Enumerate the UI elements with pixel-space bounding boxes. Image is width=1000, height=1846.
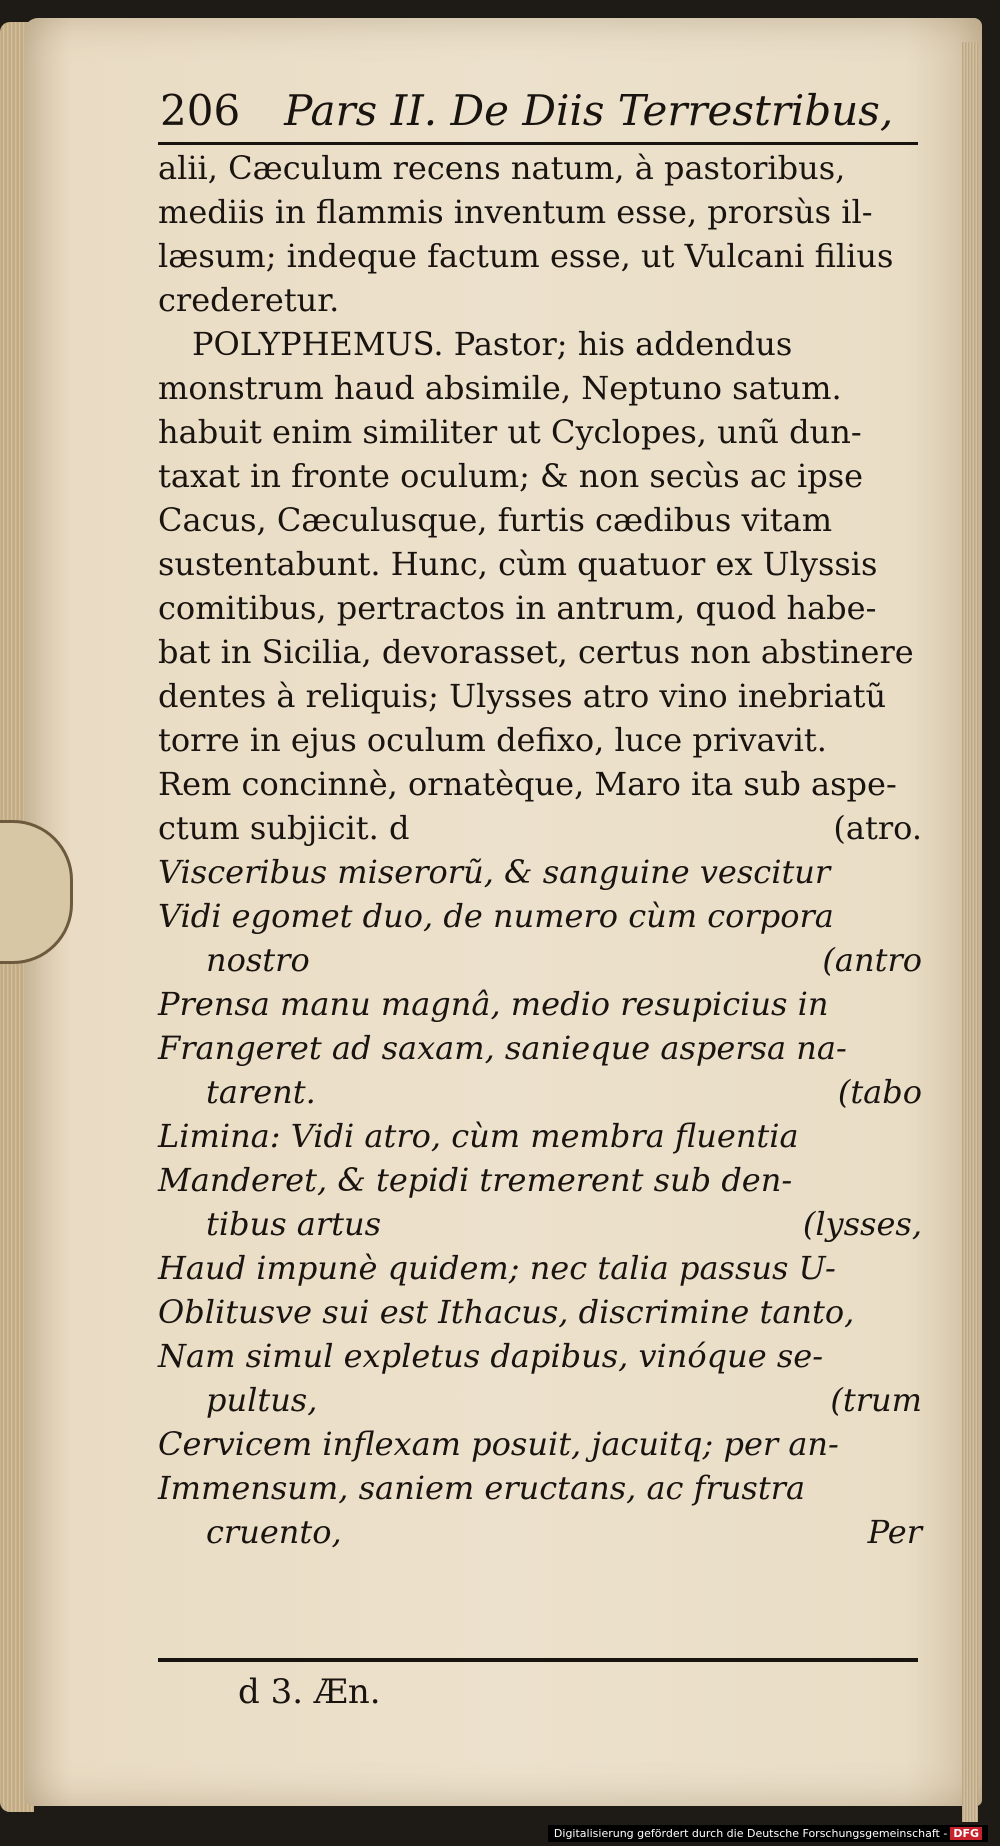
- text-line: [158, 498, 928, 542]
- page-number: 206: [160, 86, 241, 135]
- text-line: [158, 454, 928, 498]
- text-line: [158, 982, 928, 1026]
- line-text: læsum; indeque factum esse, ut Vulcani filius: [158, 237, 894, 275]
- text-line: [158, 586, 928, 630]
- line-text: POLYPHEMUS. Pastor; his addendus: [192, 325, 793, 363]
- line-text: monstrum haud absimile, Neptuno satum.: [158, 369, 842, 407]
- line-text: Immensum, saniem eructans, ac frustra: [158, 1469, 806, 1507]
- text-line: [158, 410, 928, 454]
- text-line: [158, 1290, 928, 1334]
- digitization-notice: [548, 1825, 988, 1842]
- text-line: [158, 278, 928, 322]
- line-text: mediis in flammis inventum esse, prorsùs il-: [158, 193, 873, 231]
- text-line: [158, 1070, 928, 1114]
- text-line: [158, 1026, 928, 1070]
- text-line: [158, 762, 928, 806]
- text-line: [158, 938, 928, 982]
- line-text: pultus,: [206, 1381, 318, 1419]
- line-text: Visceribus miserorũ, & sanguine vescitur: [158, 853, 831, 891]
- line-text: Nam simul expletus dapibus, vinóque se-: [158, 1337, 824, 1375]
- dfg-logo: DFG: [950, 1827, 982, 1840]
- line-text: Oblitusve sui est Ithacus, discrimine tanto,: [158, 1293, 855, 1331]
- text-line: [158, 894, 928, 938]
- line-catchword: (atro.: [833, 809, 922, 847]
- running-title: Pars II. De Diis Terrestribus,: [284, 86, 894, 135]
- line-catchword: (tabo: [837, 1073, 922, 1111]
- text-line: [158, 366, 928, 410]
- text-line: [158, 1422, 928, 1466]
- line-text: Cervicem inflexam posuit, jacuitq; per an-: [158, 1425, 839, 1463]
- line-text: dentes à reliquis; Ulysses atro vino inebriatũ: [158, 677, 887, 715]
- text-line: [158, 146, 928, 190]
- line-catchword: Per: [867, 1513, 922, 1551]
- text-line: [158, 1334, 928, 1378]
- header-rule: [158, 142, 918, 145]
- text-line: [158, 1378, 928, 1422]
- line-text: comitibus, pertractos in antrum, quod habe-: [158, 589, 877, 627]
- line-text: Cacus, Cæculusque, furtis cædibus vitam: [158, 501, 833, 539]
- body-text: [158, 146, 928, 1554]
- text-line: [158, 806, 928, 850]
- text-line: [158, 1246, 928, 1290]
- text-line: [158, 1202, 928, 1246]
- line-text: Haud impunè quidem; nec talia passus U-: [158, 1249, 836, 1287]
- line-text: Manderet, & tepidi tremerent sub den-: [158, 1161, 793, 1199]
- line-text: nostro: [206, 941, 310, 979]
- text-line: [158, 850, 928, 894]
- line-text: Rem concinnè, ornatèque, Maro ita sub aspe-: [158, 765, 897, 803]
- line-catchword: (antro: [822, 941, 922, 979]
- text-line: [158, 674, 928, 718]
- text-line: [158, 1158, 928, 1202]
- page-edge-right: [962, 42, 978, 1822]
- running-head: [160, 86, 920, 135]
- line-catchword: (lysses,: [802, 1205, 922, 1243]
- text-line: [158, 1114, 928, 1158]
- line-text: crederetur.: [158, 281, 340, 319]
- line-text: Frangeret ad saxam, sanieque aspersa na-: [158, 1029, 847, 1067]
- text-line: [158, 190, 928, 234]
- line-text: Prensa manu magnâ, medio resupicius in: [158, 985, 829, 1023]
- text-line: [158, 542, 928, 586]
- digitization-text: Digitalisierung gefördert durch die Deutsche Forschungsgemeinschaft -: [553, 1827, 948, 1840]
- footnote: d 3. Æn.: [238, 1672, 381, 1712]
- line-text: alii, Cæculum recens natum, à pastoribus,: [158, 149, 846, 187]
- text-line: [158, 718, 928, 762]
- line-text: tibus artus: [206, 1205, 382, 1243]
- line-text: torre in ejus oculum defixo, luce privavit.: [158, 721, 827, 759]
- line-text: Limina: Vidi atro, cùm membra fluentia: [158, 1117, 799, 1155]
- line-text: Vidi egomet duo, de numero cùm corpora: [158, 897, 834, 935]
- text-line: [158, 630, 928, 674]
- footer-rule: [158, 1658, 918, 1662]
- line-text: ctum subjicit. d: [158, 809, 410, 847]
- text-line: [158, 1510, 928, 1554]
- line-text: cruento,: [206, 1513, 342, 1551]
- text-line: [158, 234, 928, 278]
- line-text: habuit enim similiter ut Cyclopes, unũ dun-: [158, 413, 862, 451]
- text-line: [158, 322, 928, 366]
- line-catchword: (trum: [830, 1381, 922, 1419]
- line-text: tarent.: [206, 1073, 316, 1111]
- line-text: taxat in fronte oculum; & non secùs ac ipse: [158, 457, 864, 495]
- text-line: [158, 1466, 928, 1510]
- line-text: bat in Sicilia, devorasset, certus non abstinere: [158, 633, 914, 671]
- line-text: sustentabunt. Hunc, cùm quatuor ex Ulyssis: [158, 545, 878, 583]
